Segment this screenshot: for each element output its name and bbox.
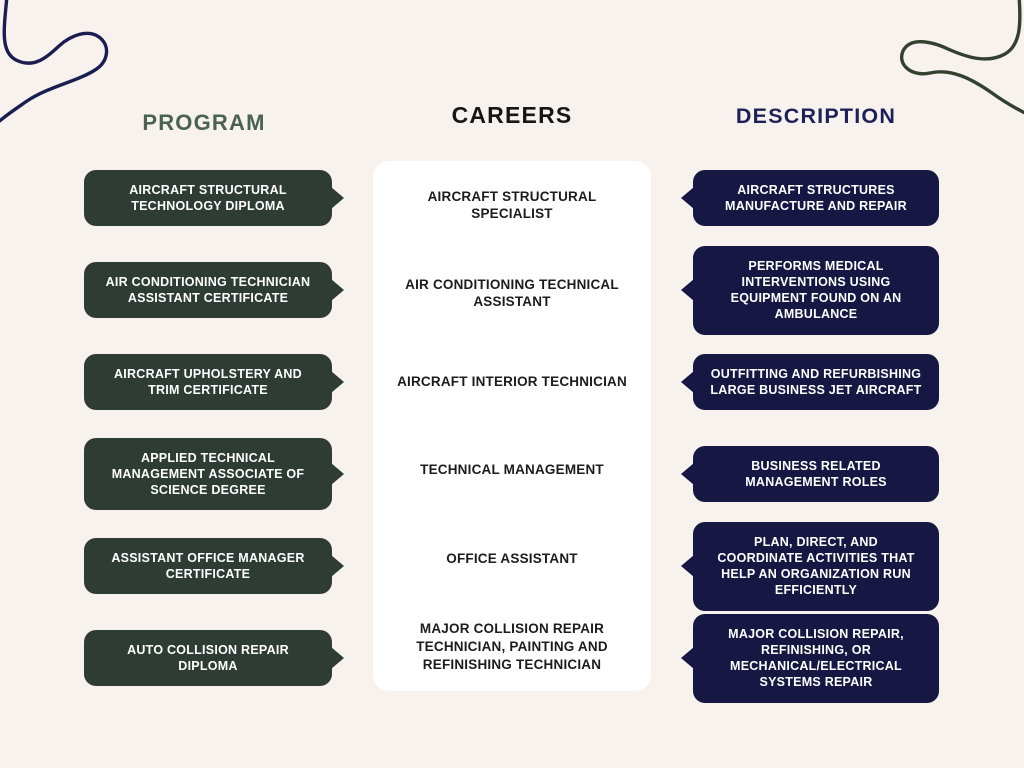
- career-label: OFFICE ASSISTANT: [446, 550, 578, 566]
- description-row: [693, 152, 939, 244]
- program-column: [84, 152, 332, 704]
- program-row: [84, 152, 332, 244]
- career-row: [373, 249, 651, 337]
- career-row: [373, 603, 651, 691]
- program-row: [84, 612, 332, 704]
- description-row: [693, 244, 939, 336]
- career-row: [373, 338, 651, 426]
- career-label: TECHNICAL MANAGEMENT: [420, 462, 604, 478]
- program-row: [84, 244, 332, 336]
- description-bubble: MAJOR COLLISION REPAIR, REFINISHING, OR MECHANICAL/ELECTRICAL SYSTEMS REPAIR: [693, 614, 939, 703]
- description-bubble: BUSINESS RELATED MANAGEMENT ROLES: [693, 446, 939, 503]
- career-row: [373, 426, 651, 514]
- program-row: [84, 336, 332, 428]
- description-bubble: AIRCRAFT STRUCTURES MANUFACTURE AND REPAIR: [693, 170, 939, 227]
- careers-panel: [373, 161, 651, 691]
- program-row: [84, 428, 332, 520]
- description-row: [693, 428, 939, 520]
- description-bubble: OUTFITTING AND REFURBISHING LARGE BUSINESS JET AIRCRAFT: [693, 354, 939, 411]
- description-row: [693, 520, 939, 612]
- description-column-header: DESCRIPTION: [735, 104, 897, 128]
- description-bubble: PERFORMS MEDICAL INTERVENTIONS USING EQUIPMENT FOUND ON AN AMBULANCE: [693, 246, 939, 335]
- program-column-header: PROGRAM: [142, 110, 266, 135]
- career-label: MAJOR COLLISION REPAIR TECHNICIAN, PAINTING AND REFINISHING TECHNICIAN: [416, 621, 608, 672]
- description-row: [693, 612, 939, 704]
- description-bubble: PLAN, DIRECT, AND COORDINATE ACTIVITIES THAT HELP AN ORGANIZATION RUN EFFICIENTLY: [693, 522, 939, 611]
- career-label: AIRCRAFT INTERIOR TECHNICIAN: [397, 374, 627, 390]
- program-bubble: AUTO COLLISION REPAIR DIPLOMA: [84, 630, 332, 687]
- program-row: [84, 520, 332, 612]
- program-bubble: ASSISTANT OFFICE MANAGER CERTIFICATE: [84, 538, 332, 595]
- career-label: AIR CONDITIONING TECHNICAL ASSISTANT: [405, 276, 619, 310]
- program-bubble: APPLIED TECHNICAL MANAGEMENT ASSOCIATE OF SCIENCE DEGREE: [84, 438, 332, 511]
- program-bubble: AIR CONDITIONING TECHNICIAN ASSISTANT CERTIFICATE: [84, 262, 332, 319]
- description-column: [693, 152, 939, 704]
- career-row: [373, 514, 651, 602]
- program-bubble: AIRCRAFT STRUCTURAL TECHNOLOGY DIPLOMA: [84, 170, 332, 227]
- careers-column-header: CAREERS: [451, 102, 573, 128]
- program-bubble: AIRCRAFT UPHOLSTERY AND TRIM CERTIFICATE: [84, 354, 332, 411]
- career-row: [373, 161, 651, 249]
- description-row: [693, 336, 939, 428]
- career-label: AIRCRAFT STRUCTURAL SPECIALIST: [427, 188, 597, 222]
